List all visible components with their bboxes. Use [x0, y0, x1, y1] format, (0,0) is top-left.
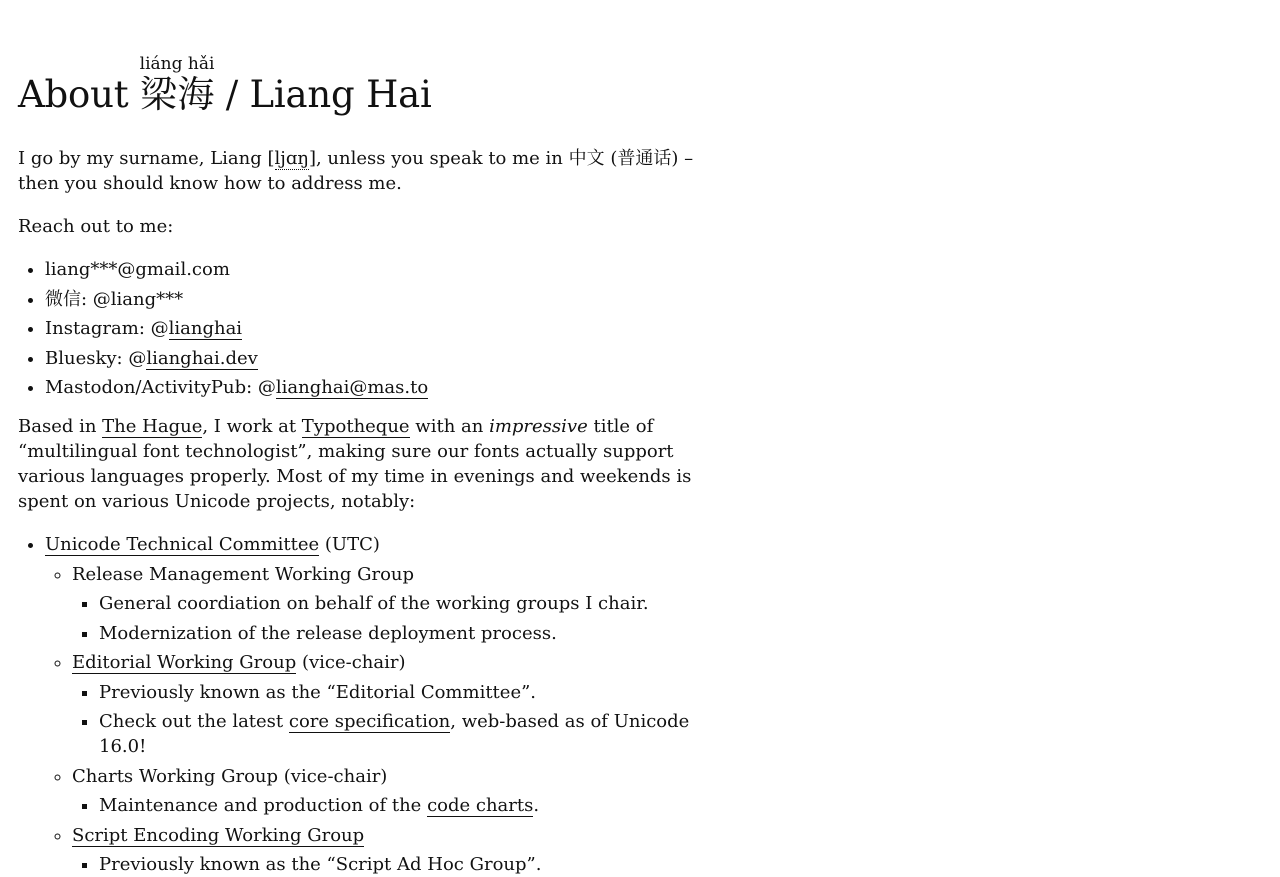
- contact-bluesky: [45, 346, 738, 371]
- core-spec-text-1: Check out the latest: [99, 711, 289, 732]
- mastodon-link[interactable]: lianghai@mas.to: [276, 377, 428, 399]
- editorial-suffix: (vice-chair): [296, 652, 405, 673]
- utc-suffix: (UTC): [319, 534, 380, 555]
- intro-text-2: ], unless you speak to me in 中文 (普通话) – then you should know how to address me.: [18, 148, 693, 194]
- script-encoding-items: [72, 852, 738, 877]
- contact-bluesky-label: Bluesky: @: [45, 348, 146, 369]
- list-item: ▪ General coordiation on behalf of the working groups I chair.: [99, 591, 738, 616]
- about-page: [18, 0, 738, 877]
- code-charts-text-2: .: [533, 795, 539, 816]
- project-utc: [45, 532, 738, 877]
- the-hague-link[interactable]: The Hague: [102, 416, 202, 438]
- ipa-pronunciation: ljɑŋ: [275, 148, 309, 170]
- chinese-name-pinyin: liáng hǎi: [140, 54, 215, 74]
- work-text-3: with an: [410, 416, 489, 437]
- contact-wechat-text: 微信: @liang***: [45, 289, 183, 310]
- contact-mastodon-label: Mastodon/ActivityPub: @: [45, 377, 276, 398]
- impressive-emphasis: impressive: [489, 416, 588, 437]
- reach-out-label: Reach out to me:: [18, 214, 738, 239]
- work-text-2: , I work at: [202, 416, 301, 437]
- utc-link[interactable]: Unicode Technical Committee: [45, 534, 319, 556]
- contact-email-text: liang***@gmail.com: [45, 259, 230, 280]
- contact-wechat: [45, 287, 738, 312]
- work-text-1: Based in: [18, 416, 102, 437]
- charts-items: [72, 793, 738, 818]
- title-suffix: / Liang Hai: [214, 73, 432, 116]
- core-spec-text-2: , web-based as of Unicode 16.0!: [99, 711, 689, 757]
- contact-instagram-label: Instagram: @: [45, 318, 169, 339]
- list-item: ▪ Modernization of the release deployment process.: [99, 621, 738, 646]
- instagram-link[interactable]: lianghai: [169, 318, 242, 340]
- work-text-4: title of “multilingual font technologist”, making sure our fonts actually support various languages properly. Most of my time in evenings and weekends is spent on various Unicode projects, notably:: [18, 416, 691, 512]
- code-charts-link[interactable]: code charts: [427, 795, 533, 817]
- work-paragraph: [18, 414, 738, 514]
- subgroup-script-encoding: [72, 823, 738, 877]
- list-item: ▪ Previously known as the “Editorial Committee”.: [99, 680, 738, 705]
- list-item: [99, 709, 738, 759]
- editorial-working-group-link[interactable]: Editorial Working Group: [72, 652, 296, 674]
- subgroup-editorial: [72, 650, 738, 759]
- release-management-label: Release Management Working Group: [72, 564, 414, 585]
- title-prefix: About: [18, 73, 140, 116]
- chinese-name: [140, 73, 214, 116]
- page-title: [18, 56, 738, 117]
- subgroup-release-management: [72, 562, 738, 646]
- core-specification-link[interactable]: core specification: [289, 711, 450, 733]
- subgroup-charts: [72, 764, 738, 819]
- intro-paragraph: [18, 146, 738, 196]
- script-encoding-working-group-link[interactable]: Script Encoding Working Group: [72, 825, 364, 847]
- release-management-items: [72, 591, 738, 646]
- chinese-name-characters: 梁海: [140, 73, 215, 116]
- editorial-items: [72, 680, 738, 760]
- bluesky-link[interactable]: lianghai.dev: [146, 348, 258, 370]
- list-item: ▪ Previously known as the “Script Ad Hoc Group”.: [99, 852, 738, 877]
- contact-mastodon: [45, 375, 738, 400]
- list-item: [99, 793, 738, 818]
- typotheque-link[interactable]: Typotheque: [302, 416, 410, 438]
- contact-email: [45, 257, 738, 282]
- utc-subgroups: [45, 562, 738, 877]
- code-charts-text-1: Maintenance and production of the: [99, 795, 427, 816]
- contact-instagram: [45, 316, 738, 341]
- charts-working-group-label: Charts Working Group (vice-chair): [72, 766, 387, 787]
- contact-list: [18, 257, 738, 400]
- intro-text-1: I go by my surname, Liang [: [18, 148, 275, 169]
- projects-list: [18, 532, 738, 877]
